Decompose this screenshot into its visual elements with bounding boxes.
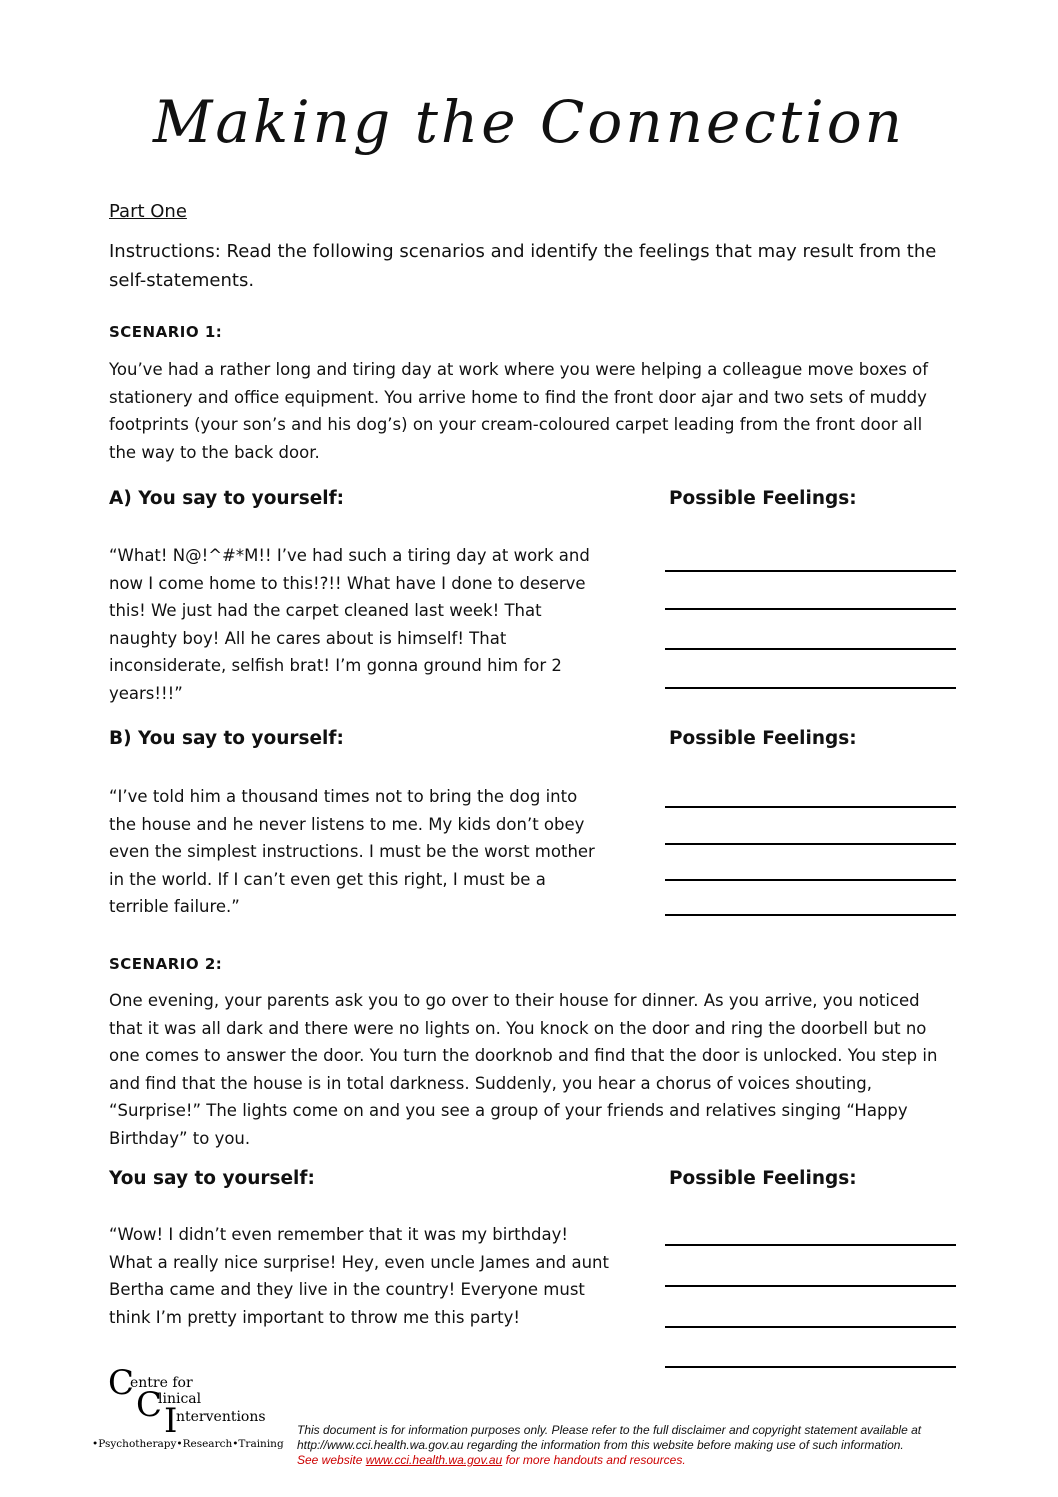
scenario-1b-heading: B) You say to yourself: (109, 728, 344, 749)
feeling-answer-line[interactable] (665, 608, 956, 610)
scenario-1a-heading: A) You say to yourself: (109, 488, 345, 509)
feeling-answer-line[interactable] (665, 648, 956, 650)
scenario-2-heading: SCENARIO 2: (109, 955, 223, 973)
scenario-1-heading: SCENARIO 1: (109, 323, 223, 341)
scenario-2-heading-say: You say to yourself: (109, 1168, 315, 1189)
scenario-1b-feelings-heading: Possible Feelings: (669, 728, 857, 749)
logo-text-centre: entre for (130, 1375, 193, 1391)
scenario-1b-quote: “I’ve told him a thousand times not to bring the dog into the house and he never listens to me. My kids don’t obey even the simplest instructions. I must be the worst mother in the world. If I can’t even get this right, I must be a terrible failure.” (109, 787, 595, 916)
logo-text-interventions: nterventions (176, 1409, 266, 1425)
feeling-answer-line[interactable] (665, 806, 956, 808)
feeling-answer-line[interactable] (665, 687, 956, 689)
logo-letter-i: I (164, 1401, 178, 1441)
feeling-answer-line[interactable] (665, 1285, 956, 1287)
feeling-answer-line[interactable] (665, 1244, 956, 1246)
scenario-2-quote: “Wow! I didn’t even remember that it was my birthday! What a really nice surprise! Hey, even uncle James and aunt Bertha came and they live in the country! Everyone must think I’m pretty important to throw me this party! (109, 1225, 609, 1327)
logo-text-clinical: linical (158, 1391, 202, 1407)
logo-letter-c2: C (136, 1385, 163, 1425)
website-link[interactable]: www.cci.health.wa.gov.au (365, 1453, 503, 1467)
disclaimer-text: This document is for information purposes only. Please refer to the full disclaimer and copyright statement available at http://www.cci.health.wa.gov.au regarding the information from this website before making use of such information. (297, 1423, 922, 1452)
logo-tagline: •Psychotherapy•Research•Training (92, 1438, 284, 1450)
scenario-2-text: One evening, your parents ask you to go over to their house for dinner. As you arrive, you noticed that it was all dark and there were no lights on. You knock on the door and ring the doorbell but no one comes to answer the door. You turn the doorknob and find that the door is unlocked. You step in and find that the house is in total darkness. Suddenly, you hear a chorus of voices shouting, “Surprise!” The lights come on and you see a group of your friends and relatives singing “Happy Birthday” to you. (109, 991, 938, 1148)
feeling-answer-line[interactable] (665, 843, 956, 845)
feeling-answer-line[interactable] (665, 1326, 956, 1328)
cci-logo (92, 1363, 284, 1456)
part-label: Part One (109, 201, 187, 222)
feeling-answer-line[interactable] (665, 914, 956, 916)
scenario-1a-quote: “What! N@!^#*M!! I’ve had such a tiring day at work and now I come home to this!?!! What have I done to deserve this! We just had the carpet cleaned last week! That naughty boy! All he cares about is himself! That inconsiderate, selfish brat! I’m gonna ground him for 2 years!!!” (109, 546, 590, 703)
logo-letter-c1: C (108, 1363, 135, 1403)
feeling-answer-line[interactable] (665, 1366, 956, 1368)
feeling-answer-line[interactable] (665, 879, 956, 881)
disclaimer (297, 1423, 977, 1468)
disclaimer-rest: for more handouts and resources. (502, 1453, 686, 1467)
disclaimer-see: See website (297, 1453, 366, 1467)
scenario-2-feelings-heading: Possible Feelings: (669, 1168, 857, 1189)
scenario-1a-feelings-heading: Possible Feelings: (669, 488, 857, 509)
scenario-1-text: You’ve had a rather long and tiring day at work where you were helping a colleague move boxes of stationery and office equipment. You arrive home to find the front door ajar and two sets of muddy footprints (your son’s and his dog’s) on your cream-coloured carpet leading from the front door all the way to the back door. (109, 360, 929, 462)
page-title: Making the Connection (153, 88, 905, 156)
feeling-answer-line[interactable] (665, 570, 956, 572)
instructions-text: Instructions: Read the following scenarios and identify the feelings that may result from the self-statements. (109, 241, 937, 291)
